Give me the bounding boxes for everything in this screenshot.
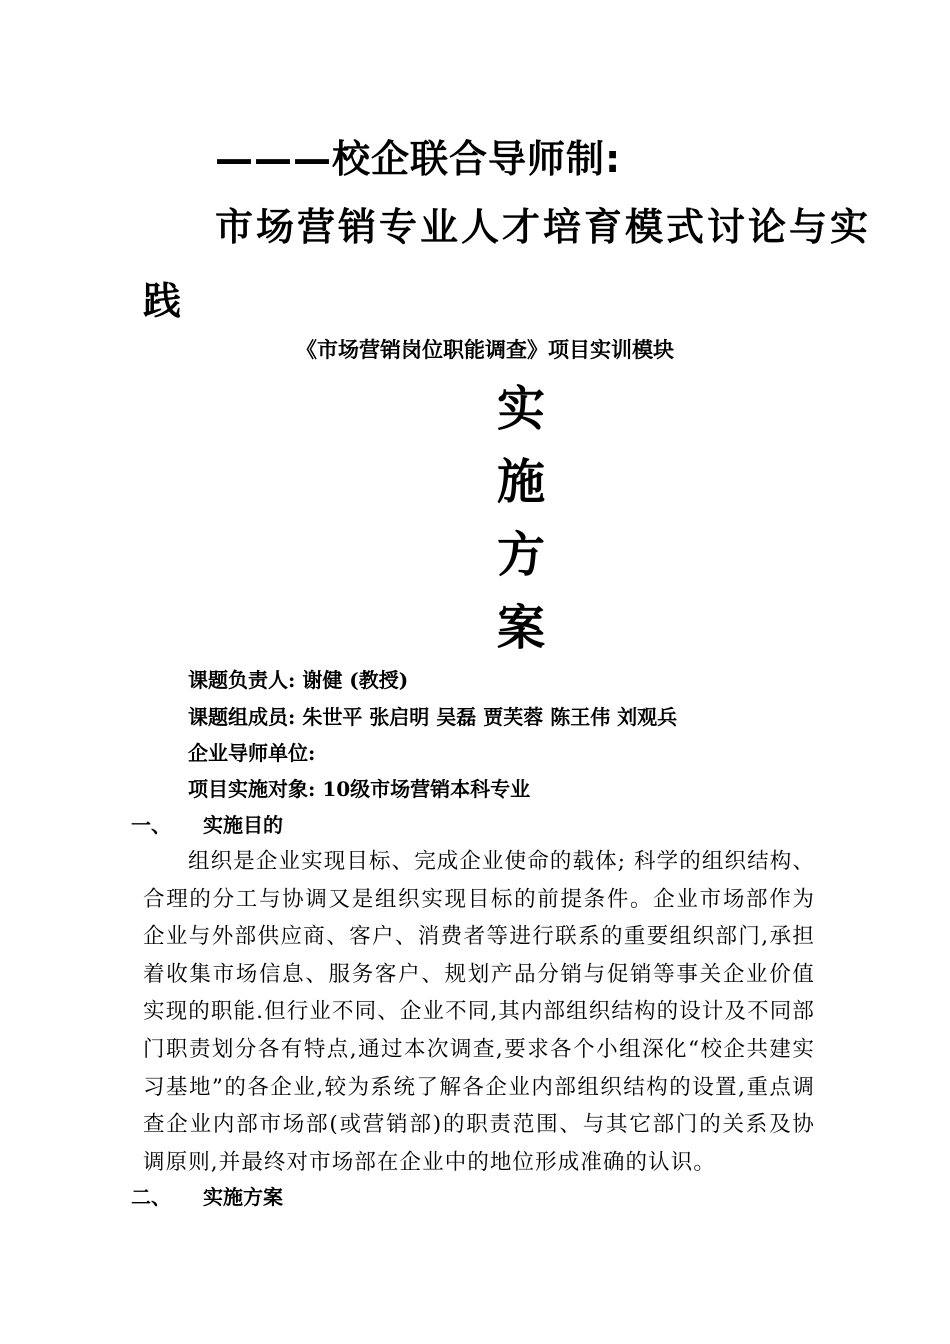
vertical-title-char-4: 案: [497, 600, 546, 656]
subtitle: 《市场营销岗位职能调查》项目实训模块: [296, 337, 674, 362]
section-title: 实施方案: [203, 1185, 283, 1209]
title-line-1: ———校企联合导师制:: [215, 137, 622, 181]
vertical-title-char-3: 方: [497, 527, 546, 583]
meta-target: 项目实施对象: 10级市场营销本科专业: [188, 777, 531, 801]
section-heading-1: [131, 809, 283, 838]
meta-leader: 课题负责人: 谢健 (教授): [188, 668, 409, 692]
section-heading-2: [131, 1181, 283, 1210]
vertical-title-char-1: 实: [497, 381, 546, 437]
meta-mentor-unit: 企业导师单位:: [188, 741, 316, 765]
section-body-paragraph: 组织是企业实现目标、完成企业使命的载体; 科学的组织结构、合理的分工与协调又是组织实现目标的前提条件。企业市场部作为企业与外部供应商、客户、消费者等进行联系的重要组织部门,承担着收集市场信息、服务客户、规划产品分销与促销等事关企业价值实现的职能.但行业不同、企业不同,其内部组织结构的设计及不同部门职责划分各有特点,通过本次调查,要求各个小组深化“校企共建实习基地”的各企业,较为系统了解各企业内部组织结构的设置,重点调查企业内部市场部(或营销部)的职责范围、与其它部门的关系及协调原则,并最终对市场部在企业中的地位形成准确的认识。: [143, 849, 815, 1175]
section-number: 二、: [131, 1185, 171, 1209]
section-title: 实施目的: [203, 813, 283, 837]
meta-members: 课题组成员: 朱世平 张启明 吴磊 贾芙蓉 陈王伟 刘观兵: [188, 705, 678, 729]
section-number: 一、: [131, 813, 171, 837]
title-line-3: 践: [143, 279, 182, 323]
vertical-title-char-2: 施: [497, 454, 546, 510]
title-line-2: 市场营销专业人才培育模式讨论与实: [215, 205, 872, 249]
